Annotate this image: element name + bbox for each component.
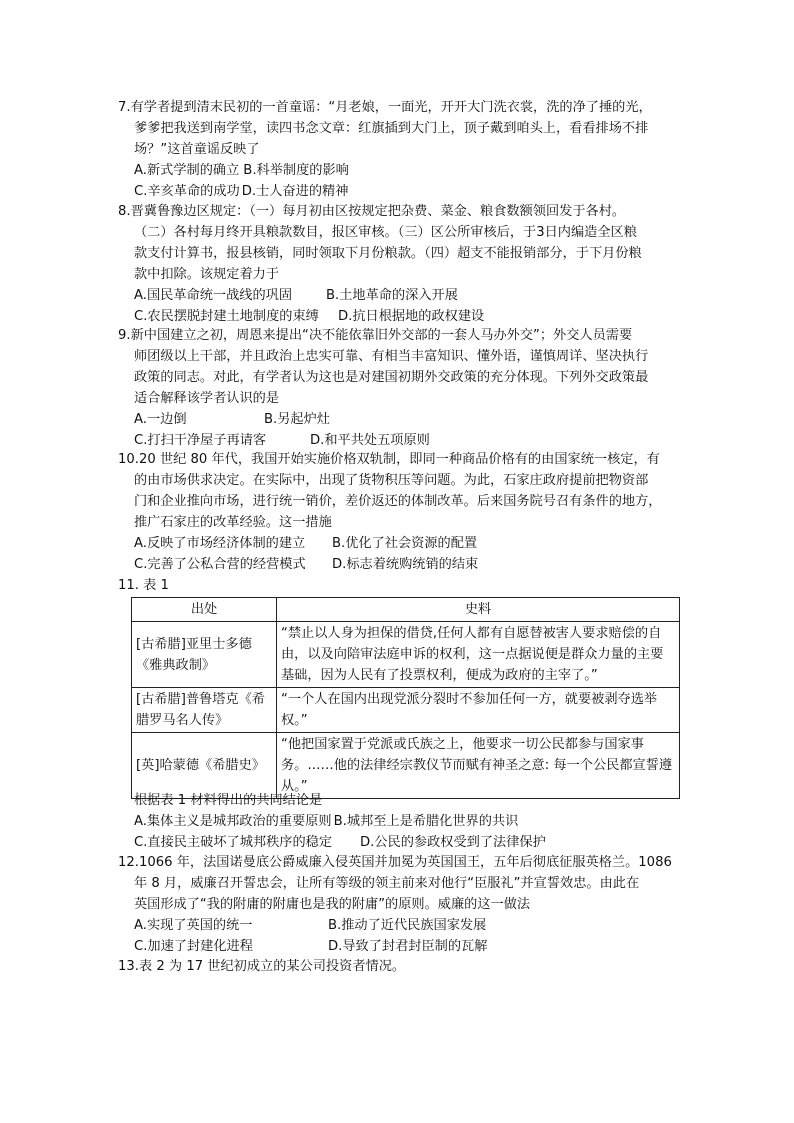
- q12-options-ab: [118, 915, 678, 936]
- q8-line-2: （二）各村每月终开具粮款数目，报区审核。（三）区公所审核后，于3日内编造全区粮: [134, 225, 637, 240]
- q10-options-ab: [118, 533, 678, 554]
- question-7: [118, 97, 678, 202]
- q8-option-a[interactable]: A.国民革命统一战线的巩固: [134, 288, 293, 303]
- q11-options-ab: [118, 811, 678, 832]
- q8-option-c[interactable]: C.农民摆脱封建土地制度的束缚: [134, 309, 319, 324]
- q10-option-a[interactable]: A.反映了市场经济体制的建立: [134, 536, 306, 551]
- q10-option-b[interactable]: B.优化了社会资源的配置: [332, 536, 478, 551]
- question-10: [118, 449, 678, 575]
- q8-options-ab: [118, 285, 678, 306]
- q8-option-d[interactable]: D.抗日根据地的政权建设: [338, 309, 485, 324]
- q7-option-b[interactable]: B.科举制度的影响: [243, 163, 349, 178]
- q11-options-cd: [118, 832, 678, 853]
- q9-option-a[interactable]: A.一边倒: [134, 412, 187, 427]
- question-13: [118, 956, 678, 977]
- q10-options-cd: [118, 554, 678, 575]
- q11-option-c[interactable]: C.直接民主破坏了城邦秩序的稳定: [134, 835, 333, 850]
- question-11-title: 11. 表 1: [118, 578, 169, 593]
- table-cell-source: [古希腊]普鲁塔克《希腊罗马名人传》: [132, 688, 277, 733]
- q9-line-4: 适合解释该学者认识的是: [134, 391, 280, 406]
- q8-line-3: 款支付计算书，报县核销，同时领取下月份粮款。（四）超支不能报销部分，于下月份粮: [134, 246, 642, 261]
- source-table: [131, 597, 680, 799]
- q9-option-d[interactable]: D.和平共处五项原则: [310, 433, 430, 448]
- q7-option-a[interactable]: A.新式学制的确立: [134, 163, 240, 178]
- table-row: [132, 733, 680, 799]
- table-cell-source: [古希腊]亚里士多德《雅典政制》: [132, 622, 277, 688]
- table-row: [132, 622, 680, 688]
- q7-options-cd: [118, 181, 678, 202]
- q9-options-cd: [118, 430, 678, 451]
- q7-line-3: 场？”这首童谣反映了: [134, 142, 260, 157]
- q9-options-ab: [118, 409, 678, 430]
- q9-option-c[interactable]: C.打扫干净屋子再请客: [134, 433, 267, 448]
- q11-option-d[interactable]: D.公民的参政权受到了法律保护: [360, 835, 546, 850]
- q12-line-2: 年 8 月，威廉召开誓忠会，让所有等级的领主前来对他行“臣服礼”并宣誓效忠。由此在: [134, 876, 640, 891]
- table-cell-material: “一个人在国内出现党派分裂时不参加任何一方，就要被剥夺选举权。”: [277, 688, 680, 733]
- table-header-material: 史料: [277, 598, 680, 622]
- q12-option-c[interactable]: C.加速了封建化进程: [134, 939, 253, 954]
- q12-line-3: 英国形成了“我的附庸的附庸也是我的附庸”的原则。威廉的这一做法: [134, 897, 531, 912]
- table-header-source: 出处: [132, 598, 277, 622]
- table-cell-material: “禁止以人身为担保的借贷,任何人都有自愿替被害人要求赔偿的自由，以及向陪审法庭申诉的权利，这一点据说便是群众力量的主要基础，因为人民有了投票权利，便成为政府的主宰了。”: [277, 622, 680, 688]
- q13-line-1: 13.表 2 为 17 世纪初成立的某公司投资者情况。: [118, 959, 406, 974]
- table-cell-material: “他把国家置于党派或氏族之上，他要求一切公民都参与国家事务。……他的法律经宗教仪节而赋有神圣之意: 每一个公民都宣誓遵从。”: [277, 733, 680, 799]
- q10-line-2: 的由市场供求决定。在实际中，出现了货物积压等问题。为此，石家庄政府提前把物资部: [134, 473, 649, 488]
- table-cell-source: [英]哈蒙德《希腊史》: [132, 733, 277, 799]
- q12-option-a[interactable]: A.实现了英国的统一: [134, 918, 253, 933]
- question-8: [118, 201, 678, 327]
- q10-line-1: 10.20 世纪 80 年代，我国开始实施价格双轨制，即同一种商品价格有的由国家统一核定，有: [118, 452, 660, 467]
- q10-line-4: 推广石家庄的改革经验。这一措施: [134, 515, 332, 530]
- table-row: [132, 688, 680, 733]
- q11-option-a[interactable]: A.集体主义是城邦政治的重要原则: [134, 814, 332, 829]
- question-9: [118, 325, 678, 451]
- q8-line-4: 款中扣除。该规定着力于: [134, 267, 280, 282]
- q8-option-b[interactable]: B.土地革命的深入开展: [326, 288, 458, 303]
- q12-options-cd: [118, 936, 678, 957]
- q7-options-ab: [118, 160, 678, 181]
- q9-line-1: 9.新中国建立之初，周恩来提出“决不能依靠旧外交部的一套人马办外交”；外交人员需要: [118, 328, 633, 343]
- q12-line-1: 12.1066 年，法国诺曼底公爵威廉入侵英国并加冕为英国国王，五年后彻底征服英格兰。1086: [118, 855, 672, 870]
- q8-options-cd: [118, 306, 678, 327]
- q11-option-b[interactable]: B.城邦至上是希腊化世界的共识: [333, 814, 519, 829]
- q10-option-d[interactable]: D.标志着统购统销的结束: [332, 557, 479, 572]
- q9-line-3: 政策的同志。对此，有学者认为这也是对建国初期外交政策的充分体现。下列外交政策最: [134, 370, 649, 385]
- q7-option-c[interactable]: C.辛亥革命的成功: [134, 184, 240, 199]
- q10-option-c[interactable]: C.完善了公私合营的经营模式: [134, 557, 306, 572]
- q12-option-b[interactable]: B.推动了近代民族国家发展: [328, 918, 487, 933]
- q8-line-1: 8.晋冀鲁豫边区规定：（一）每月初由区按规定把杂费、菜金、粮食数额领回发于各村。: [118, 204, 626, 219]
- q9-option-b[interactable]: B.另起炉灶: [264, 412, 330, 427]
- q7-line-2: 爹爹把我送到南学堂，读四书念文章：红旗插到大门上，顶子戴到咱头上，看看排场不排: [134, 121, 649, 136]
- question-12: [118, 852, 678, 957]
- q10-line-3: 门和企业推向市场，进行统一销价，差价返还的体制改革。后来国务院号召有条件的地方，: [134, 494, 662, 509]
- q12-option-d[interactable]: D.导致了封君封臣制的瓦解: [328, 939, 488, 954]
- q9-line-2: 师团级以上干部，并且政治上忠实可靠、有相当丰富知识、懂外语，谨慎周详、坚决执行: [134, 349, 649, 364]
- q7-line-1: 7.有学者提到清末民初的一首童谣：“月老娘，一面光，开开大门洗衣裳，洗的净了捶的光，: [118, 100, 652, 115]
- q7-option-d[interactable]: D.士人奋进的精神: [241, 184, 349, 199]
- table-header-row: [132, 598, 680, 622]
- q11-stem: 根据表 1 材料得出的共同结论是: [134, 793, 323, 808]
- question-11-body: [118, 790, 678, 853]
